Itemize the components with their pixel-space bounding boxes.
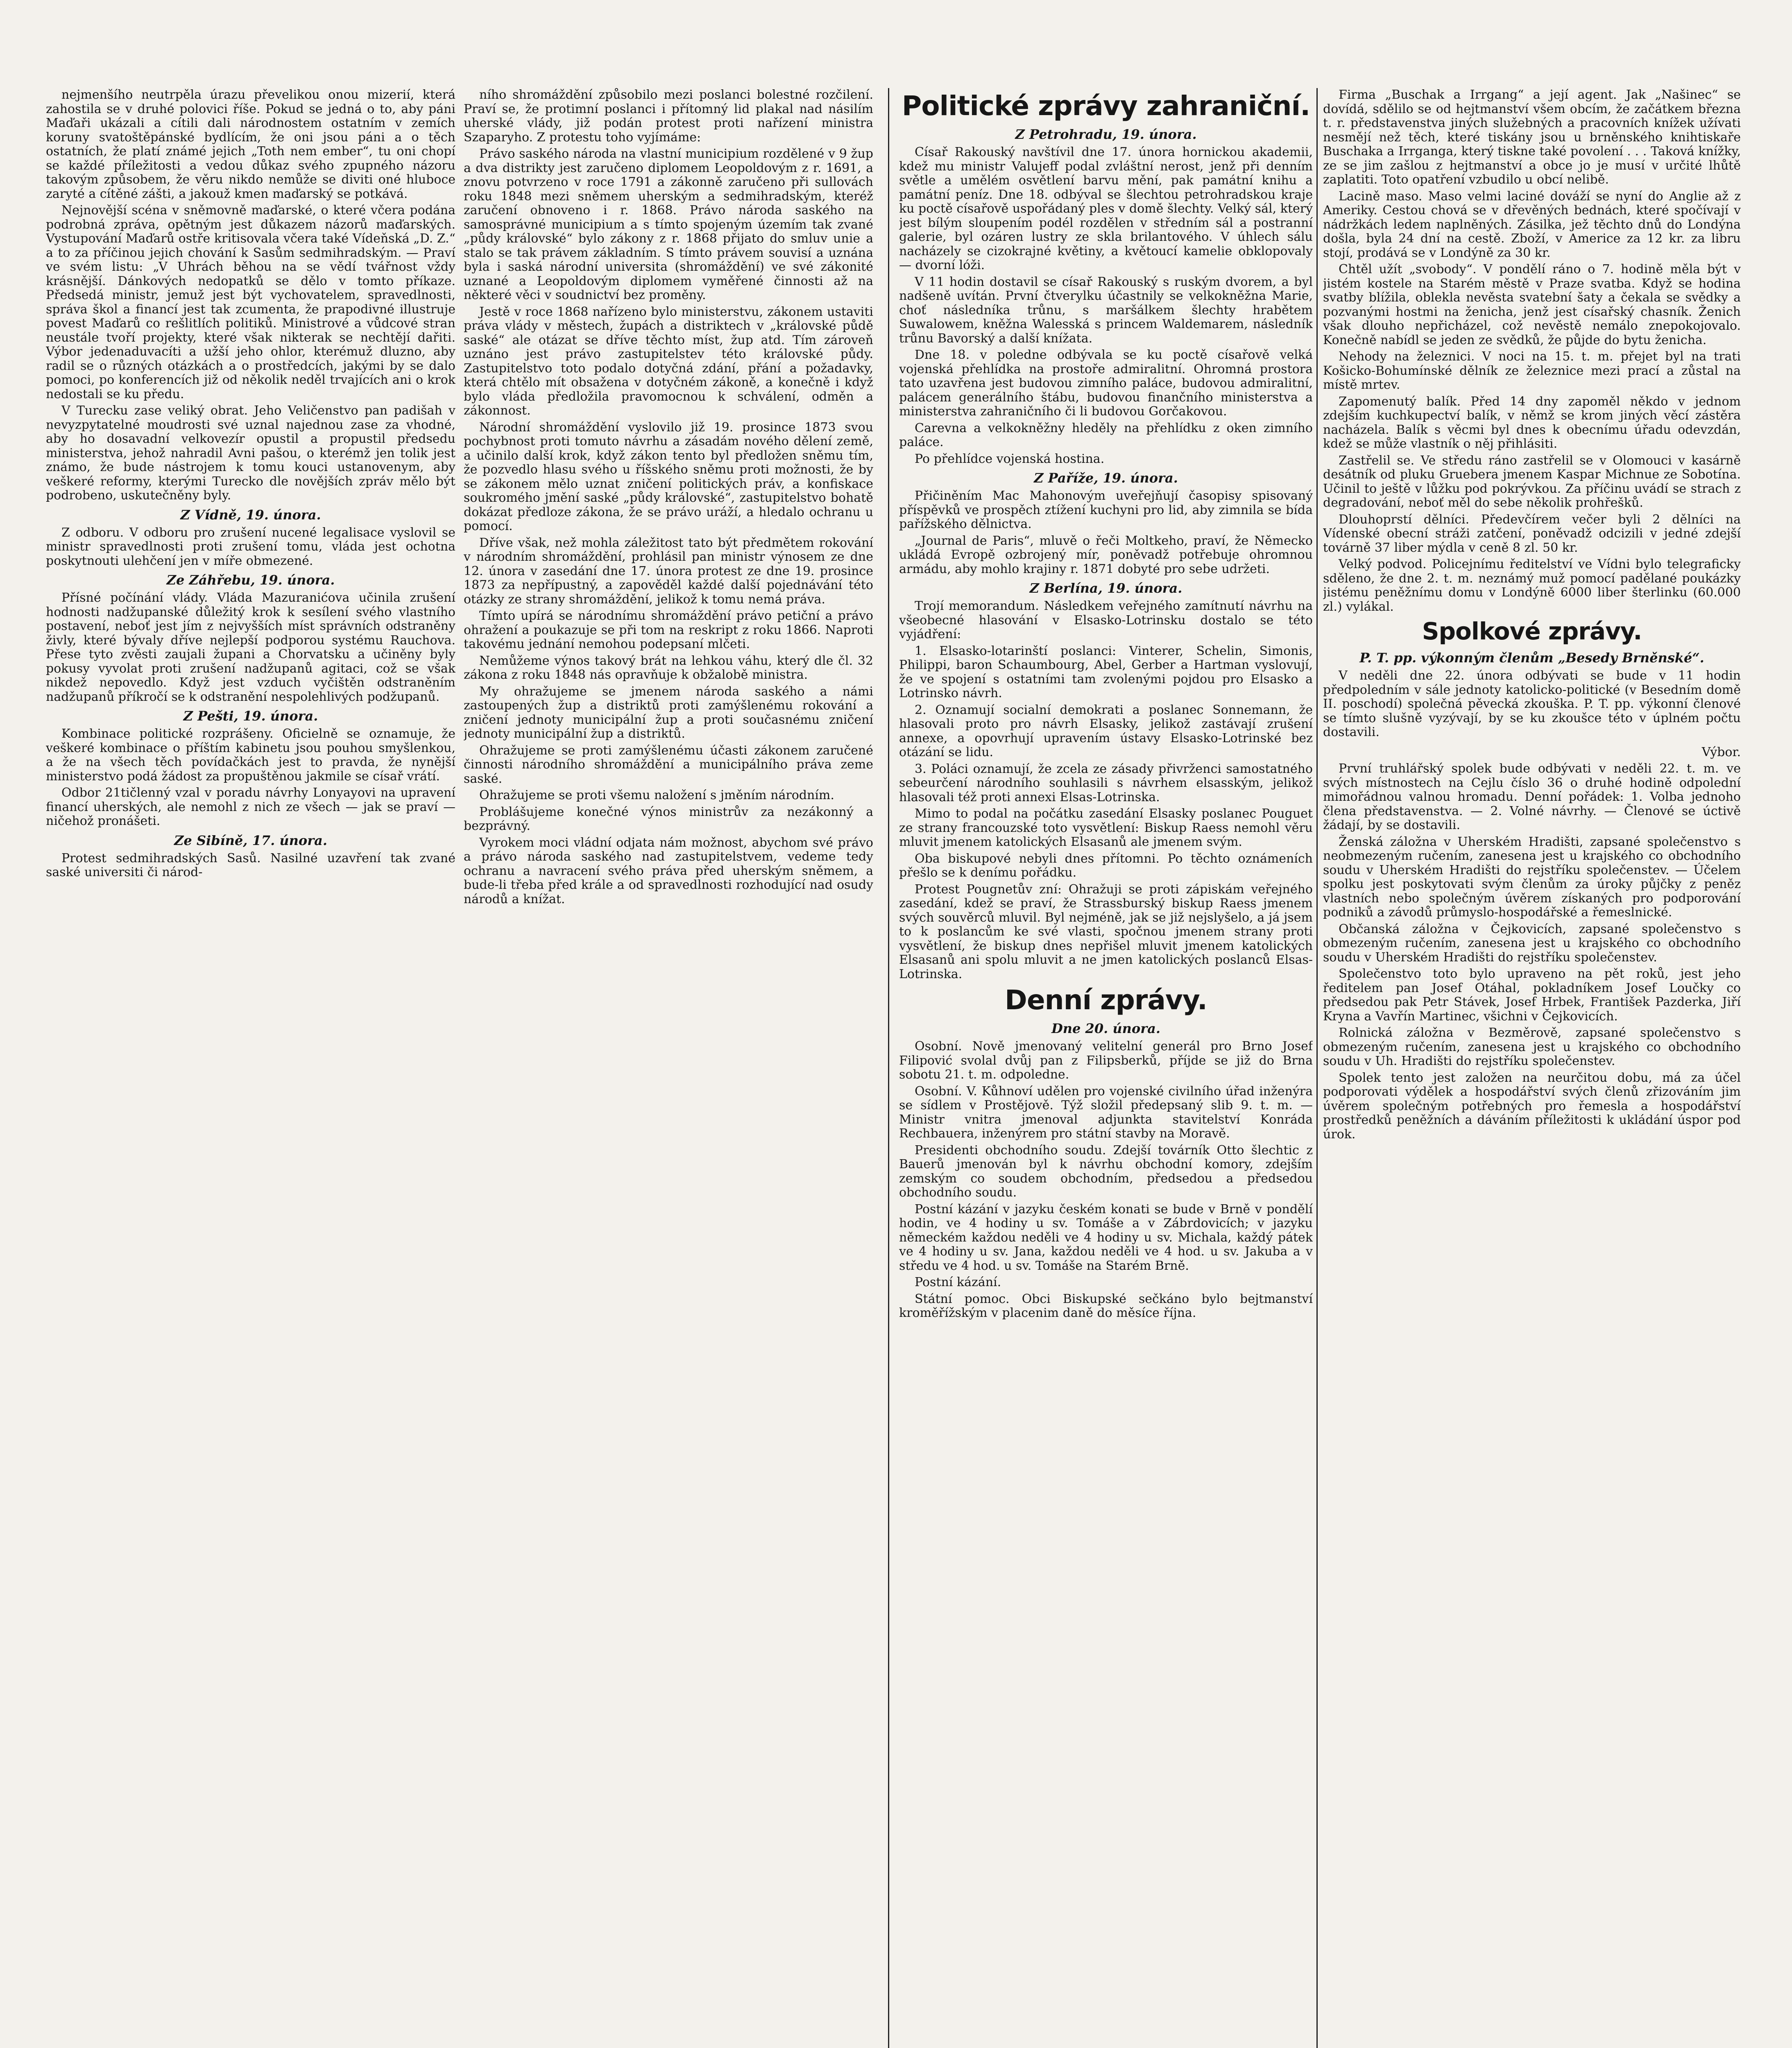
- article-paragraph: Společenstvo toto bylo upraveno na pět roků, jest jeho ředitelem pan Josef Otáhal, pokladníkem Josef Loučky co předsedou pak Petr Stávek, Josef Hrbek, František Pazderka, Jiří Kryna a Vavřín Martinec, všichni v Čejkovicích.: [1323, 967, 1741, 1024]
- dateline: Z Paříže, 19. února.: [1034, 470, 1178, 486]
- article-paragraph: V neděli dne 22. února odbývati se bude v 11 hodin předpoledním v sále jednoty katolicko-politické (v Besedním domě II. poschodí) společná pěvecká zkouška. P. T. pp. výkonní členové se tímto slušně vyzývají, by se ku zkoušce této v úplném počtu dostavili.: [1323, 668, 1741, 739]
- section-heading: Denní zprávy.: [1005, 984, 1207, 1016]
- dateline: P. T. pp. výkonným členům „Besedy Brněnské“.: [1359, 650, 1704, 666]
- column-divider: [888, 88, 889, 2048]
- article-paragraph: Oba biskupové nebyli dnes přítomni. Po těchto oznámeních přešlo se k denímu pořádku.: [899, 851, 1313, 880]
- article-paragraph: Jestě v roce 1868 nařízeno bylo ministerstvu, zákonem ustaviti práva vlády v městech, župách a distriktech v „královské půdě saské“ ale otázat se dříve těchto míst, žup atd. Tím zároveň uznáno jest právo zastupitelstev této královské půdy. Zastupitelstvo toto podalo dotyčná zdání, přání a požadavky, která chtělo mít obsažena v dotyčném zákoně, a konečně i když bylo vláda předložila pravomocnou k schválení, odměn a zákonnost.: [464, 304, 873, 418]
- article-paragraph: Zapomenutý balík. Před 14 dny zapoměl někdo v jednom zdejším kuchkupectví balík, v němž se krom jiných věcí zástěra nacházela. Balík s věcmi byl dnes k obecnímu úřadu odevzdán, kdež se může vlastník o něj přihlásiti.: [1323, 394, 1741, 451]
- article-paragraph: Firma „Buschak a Irrgang“ a její agent. Jak „Našinec“ se dovídá, sdělilo se od hejtmanství všem obcím, že začátkem března t. r. představenstva jiných služebných a pracovních knížek užívati nesmějí než těch, které tiskány jsou u brněnského knihtiskaře Buschaka a Irrganga, který tiskne také povolení . . . Taková knížky, ze se jim zašlou z hejtmanství a obce jo je musí v určité lhůtě zaplatiti. Toto opatření vzbudilo u obcí nelibě.: [1323, 88, 1741, 187]
- article-paragraph: Chtěl užít „svobody“. V pondělí ráno o 7. hodině měla být v jistém kostele na Starém městě v Praze svatba. Když se hodina svatby blížila, oblekla nevěsta svatební šaty a čekala se svědky a pozvanými hostmi na ženicha, jenž jest císařský chasník. Ženich však dlouho nepřicházel, což nevěstě nemálo znepokojovalo. Konečně nabídl se jeden ze svědků, že půjde do bytu ženicha.: [1323, 262, 1741, 347]
- article-paragraph: 3. Poláci oznamují, že zcela ze zásady přivrženci samostatného sebeurčení národního souhlasili s návrhem elsasským, jelikož hlasovali též proti annexi Elsas-Lotrinska.: [899, 761, 1313, 804]
- column-divider: [1316, 88, 1318, 2048]
- article-paragraph: ního shromáždění způsobilo mezi poslanci bolestné rozčilení. Praví se, že protimní poslanci i přítomný lid plakal nad násilím uherské vlády, již podán protest proti nařízení ministra Szaparyho. Z protestu toho vyjímáme:: [464, 88, 873, 145]
- dateline: Dne 20. února.: [1051, 1021, 1160, 1036]
- article-paragraph: „Journal de Paris“, mluvě o řeči Moltkeho, praví, že Německo ukládá Evropě ozbrojený mír, poněvadž potřebuje ohromnou armádu, aby mohlo krajiny r. 1871 dobyté pro sebe udržeti.: [899, 533, 1313, 576]
- article-paragraph: Rolnická záložna v Bezměrově, zapsané společenstvo s obmezeným ručením, zanesena jest u krajského co obchodního soudu v Uh. Hradišti do rejstříku společenstev.: [1323, 1026, 1741, 1068]
- article-paragraph: Odbor 21tičlenný vzal v poradu návrhy Lonyayovi na upravení financí uherských, ale nemohl z nich ze všech — jak se praví — ničehož pronášeti.: [46, 786, 455, 828]
- article-paragraph: Výbor.: [1701, 745, 1741, 759]
- section-heading: Politické zprávy zahraniční.: [902, 90, 1310, 122]
- column-3: [899, 88, 1313, 2048]
- article-paragraph: Občanská záložna v Čejkovicích, zapsané společenstvo s obmezeným ručením, zanesena jest u krajského co obchodního soudu v Uherském Hradišti do rejstříku společenstev.: [1323, 922, 1741, 965]
- dateline: Z Vídně, 19. února.: [180, 507, 321, 523]
- column-1: [46, 88, 455, 2048]
- article-paragraph: My ohražujeme se jmenem národa saského a námi zastoupených žup a distriktů proti zamýšlenému rokování a zničení jednoty municipální žup a proti současnému zničení jednoty municipální žup a distriktů.: [464, 684, 873, 741]
- article-paragraph: nejmenšího neutrpěla úrazu převelikou onou mizerií, která zahostila se v druhé polovici říše. Pokud se jedná o to, aby páni Maďaři ukázali a cítili dali národnostem ostatním v zemích koruny svatoštěpánské bydlícím, že oni jsou páni a o těch ostatních, že platí známé jejich „Toth nem ember“, tu oni chopí se každé příležitosti a vedou důkaz svého zpupného názoru takovým způsobem, že věru nikdo nemůže se diviti oné hluboce zaryté a cítěné zášti, a jakouž kmen maďarský se potkává.: [46, 88, 455, 201]
- dateline: Ze Sibíně, 17. února.: [174, 832, 327, 848]
- article-paragraph: Nejnovější scéna v sněmovně maďarské, o které včera podána podrobná zpráva, opětným jest důkazem názorů maďarských. Vystupování Maďarů ostře kritisovala včera také Vídeňská „D. Z.“ a to za příčinou jejich chování k Sasům sedmihradským. — Praví ve svém listu: „V Uhrách běhou na se vědí tvářnost vždy krásnější. Dánkových nedopatků se dělo v tomto příkaze. Předsedá ministr, jemuž jest být vychovatelem, spravedlnosti, správa škol a financí jest tak zcumenta, že prapodivné illustruje povest Maďarů co rešlitlích politiků. Ministrové a vůdcové stran neustále tvoří projekty, které však nikterak se nechtějí dařiti. Výbor jedenaduvacíti a užší jeho ohlor, kterémuž dluzno, aby radil se o různých otázkách a o prostředcích, jakými by se dalo pomoci, po konferencích již od několik neděl trvajících ani o krok nedostali se ku předu.: [46, 203, 455, 401]
- article-paragraph: Protest sedmihradských Sasů. Nasilné uzavření tak zvané saské universiti či národ-: [46, 851, 455, 879]
- article-paragraph: Dne 18. v poledne odbývala se ku poctě císařově velká vojenská přehlídka na prostoře admiralitní. Ohromná prostora tato uzavřena jest budovou zimního paláce, budovou admiralitní, palácem generálního štábu, budovou finančního ministerstva a ministerstva zahraničního či li budovou Gorčakovou.: [899, 348, 1313, 419]
- article-paragraph: Trojí memorandum. Následkem veřejného zamítnutí návrhu na všeobecné hlasování v Elsasko-Lotrinsku dostalo se této vyjádření:: [899, 599, 1313, 641]
- article-paragraph: Ohražujeme se proti zamýšlenému účasti zákonem zaručené činnosti národního shromáždění a municipálního práva zeme saské.: [464, 743, 873, 786]
- article-paragraph: Postní kázání v jazyku českém konati se bude v Brně v pondělí hodin, ve 4 hodiny u sv. Tomáše a v Zábrdovicích; v jazyku německém každou neděli ve 4 hodiny u sv. Michala, každý pátek ve 4 hodiny u sv. Jana, každou neděli ve 4 hod. u sv. Jakuba a v středu ve 4 hod. u sv. Tomáše na Starém Brně.: [899, 1202, 1313, 1273]
- article-paragraph: 1. Elsasko-lotarinští poslanci: Vinterer, Schelin, Simonis, Philippi, baron Schaumbourg, Abel, Gerber a Hartman vyslovují, že ve spojení s ostatními tam zvolenými pojdou pro Elsasko a Lotrinsko návrh.: [899, 643, 1313, 700]
- article-paragraph: Zastřelil se. Ve středu ráno zastřelil se v Olomouci v kasárně desátník od pluku Gruebera jmenem Kaspar Michnue ze Sobotína. Učinil to ještě v lůžku pod pokrývkou. Za příčinu uvádí se strach z degradování, neboť měl do sebe několik prohřešků.: [1323, 453, 1741, 510]
- article-paragraph: Spolek tento jest založen na neurčitou dobu, má za účel podporovati výdělek a hospodářství svých členů zřizováním jim úvěrem společným potřebných pro řemesla a hospodářství prostředků peněžních a dáváním příležitosti k ukládání úspor pod úrok.: [1323, 1070, 1741, 1142]
- article-paragraph: Kombinace politické rozprášeny. Oficielně se oznamuje, že veškeré kombinace o příštím kabinetu jsou pouhou smyšlenkou, a že na všech těch povídačkách jest to pravda, že nynější ministerstvo podá žádost za propuštěnou jakmile se císař vrátí.: [46, 727, 455, 784]
- article-paragraph: Postní kázání.: [915, 1275, 1001, 1289]
- article-paragraph: Velký podvod. Policejnímu ředitelství ve Vídni bylo telegraficky sděleno, že dne 2. t. m. neznámý muž pomocí padělané poukázky jistému peněžnímu domu v Londýně 6000 liber šterlinku (60.000 zl.) vylákal.: [1323, 557, 1741, 614]
- dateline: Z Petrohradu, 19. února.: [1015, 127, 1197, 142]
- article-paragraph: Císař Rakouský navštívil dne 17. února hornickou akademii, kdež mu ministr Valujeff podal zvláštní nerost, jenž při denním světle a umělém osvětlení barvu mění, pak památní knihu a památní peníz. Dne 18. odbýval se šlechtou petrohradskou kraje ku poctě císařově uspořádaný ples v domě šlechty. Velký sál, který jest bílým sloupením podél rozdělen v středním sál a postranní galerie, byl ozáren lustry ze skla brilantového. V úhlech sálu nacházely se cizokrajné květiny, a květoucí kamelie obklopovaly — dvorní lóži.: [899, 145, 1313, 272]
- article-paragraph: Po přehlídce vojenská hostina.: [915, 451, 1105, 466]
- article-paragraph: 2. Oznamují socialní demokrati a poslanec Sonnemann, že hlasovali proto pro návrh Elsasky, jelikož zastávají zrušení annexe, a opovrhují upravením ústavy Elsasko-Lotrinské bez otázání se lidu.: [899, 702, 1313, 759]
- article-paragraph: Protest Pougnetův zní: Ohražuji se proti zápiskám veřejného zasedání, kdež se praví, že Strassburský biskup Raess jmenem svých souvěrců mluvil. Byl nejméně, jak se již nejslyšelo, a já jsem to k poslancům ke své vlasti, spočnou jmenem strany proti vysvětlení, že biskup dnes nepřišel mluvit jmenem katolických Elsasanů ani spolu mluvit a ne jmen katolických poslanců Elsas-Lotrinska.: [899, 882, 1313, 981]
- dateline: Z Berlína, 19. února.: [1029, 580, 1183, 596]
- article-paragraph: Ženská záložna v Uherském Hradišti, zapsané společenstvo s neobmezeným ručením, zanesena jest u krajského co obchodního soudu v Uherském Hradišti do rejstříku společenstev. — Účelem spolku jest poskytovati svým členům za úroky půjčky z peněz vlastních nebo společným úvěrem získaných pro podporování podniků a závodů průmyslo-hospodářské a řemeslnické.: [1323, 834, 1741, 920]
- section-heading: Spolkové zprávy.: [1422, 617, 1642, 645]
- article-paragraph: Osobní. Nově jmenovaný velitelní generál pro Brno Josef Filipović svolal dvůj pan z Filipsberků, příjde se již do Brna sobotu 21. t. m. odpoledne.: [899, 1039, 1313, 1082]
- dateline: Z Pešti, 19. února.: [183, 708, 318, 724]
- article-paragraph: Dříve však, než mohla záležitost tato být předmětem rokování v národním shromáždění, prohlásil pan ministr výnosem ze dne 12. února v zasedání dne 17. února protest ze dne 19. prosince 1873 za nepřípustný, a zapověděl každé další pojednávání této otázky ze strany shromáždění, jelikož k tomu nemá práva.: [464, 535, 873, 607]
- article-paragraph: Vyrokem moci vládní odjata nám možnost, abychom své právo a právo národa saského nad zastupitelstvem, vedeme tedy ochranu a navracení svého práva před uherským sněmem, a bude-li třeba před krále a od spravedlnosti rozhodující nad osudy národů a knížat.: [464, 835, 873, 906]
- article-paragraph: Lacině maso. Maso velmi laciné dováží se nyní do Anglie až z Ameriky. Cestou chová se v dřevěných bednách, které spočívají v nádržkách ledem naplněných. Zásilka, jež těchto dnů do Londýna došla, byla 24 dní na cestě. Zboží, v Americe za 12 kr. za libru stojí, prodává se v Londýně za 30 kr.: [1323, 189, 1741, 260]
- article-paragraph: Státní pomoc. Obci Biskupské sečkáno bylo bejtmanství kroměřížským v placenim daně do měsíce října.: [899, 1291, 1313, 1320]
- article-paragraph: První truhlářský spolek bude odbývati v neděli 22. t. m. ve svých místnostech na Cejlu číslo 36 o druhé hodině odpolední mimořádnou valnou hromadu. Denní pořádek: 1. Volba jednoho člena představenstva. — 2. Volné návrhy. — Členové se úctivě žádají, by se dostavili.: [1323, 761, 1741, 832]
- column-4: [1323, 88, 1741, 2048]
- article-paragraph: Přísné počínání vlády. Vláda Mazuranićova učinila zrušení hodnosti nadžupanské důležitý krok k sesílení svého vlastního postavení, neboť jest jím z nejvyšších míst správních odstraněny živly, které bývaly dříve nejlepší podporou systému Rauchova. Přese tyto zvěsti zaujali župani a Chorvatsku a učiněny byly pokusy vyvolat proti zrušení nadžupanů agitaci, což se však nikdež nepovedlo. Když jest vzduch vyčištěn odstraněním nadžupanů příkročí se k odstranění nespolehlivých podžupanů.: [46, 591, 455, 704]
- article-paragraph: Národní shromáždění vyslovilo již 19. prosince 1873 svou pochybnost proti tomuto návrhu a zásadám nového dělení země, a učinilo další krok, když zákon tento byl předložen sněmu tím, že pozvedlo hlasu svého u říšského sněmu proti možnosti, že by se zákonem mělo uznat zničení politických práv, a konfiskace soukromého jmění saské „půdy královské“, zastupitelstvo bohatě dokázat předloze zákona, že se právo uráží, a hledalo ochranu u pomocí.: [464, 420, 873, 533]
- article-paragraph: Carevna a velkokněžny hleděly na přehlídku z oken zimního paláce.: [899, 421, 1313, 449]
- article-paragraph: Presidenti obchodního soudu. Zdejší továrník Otto šlechtic z Bauerů jmenován byl k návrhu obchodní komory, zdejším zemským co soudem obchodním, předsedou a předsedou obchodního soudu.: [899, 1143, 1313, 1200]
- article-paragraph: Právo saského národa na vlastní municipium rozdělené v 9 žup a dva distrikty jest zaručeno diplomem Leopoldovým z r. 1691, a znovu potvrzeno v roce 1791 a zákonně zaručeno při sullovách roku 1848 mezi sněmem uherským a sedmihradským, kteréž zaručení obnoveno i r. 1868. Právo národa saského na samosprávné municipium a s tímto spojeným územím tak zvané „půdy královské“ bylo zákony z r. 1868 přijato do smluv unie a stalo se tak právem základním. S tímto právem souvisí a uznána byla i saská národní universita (shromáždění) ve své zákonité uznané a Leopoldovým diplomem vyměřené činnosti až na některé věci v soudnictví bez proměny.: [464, 147, 873, 302]
- article-paragraph: Tímto upírá se národnímu shromáždění právo petiční a právo ohražení a poukazuje se při tom na reskript z roku 1866. Naproti takovému jednání nemohou podepsaní mlčeti.: [464, 609, 873, 651]
- article-paragraph: V 11 hodin dostavil se císař Rakouský s ruským dvorem, a byl nadšeně uvítán. První čtverylku účastnily se velkokněžna Marie, choť následníka trůnu, s maršálkem šlechty hrabětem Suwalowem, kněžna Walesská s princem Waldemarem, následník trůnu Bavorský a další knížata.: [899, 274, 1313, 346]
- article-paragraph: V Turecku zase veliký obrat. Jeho Veličenstvo pan padišah v nevyzpytatelné moudrosti své uznal najednou zase za vhodné, aby ho dosavadní velkovezír opustil a propustil předsedu ministerstva, jehož nahradil Avni pašou, o kterémž jen tolik jest známo, že bude nástrojem k tomu kouci ustanovenym, aby veškeré reformy, kterými Turecko dle novějších zpráv mělo být podrobeno, uskutečněny byly.: [46, 403, 455, 503]
- column-2: [464, 88, 873, 2048]
- article-paragraph: Přičiněním Mac Mahonovým uveřejňují časopisy spisovaný příspěvků ve prospěch ztížení kuchyni pro lid, aby zimnila se bída pařížského dělnictva.: [899, 489, 1313, 531]
- article-paragraph: Mimo to podal na počátku zasedání Elsasky poslanec Pouguet ze strany francouzské toto vysvětlení: Biskup Raess nemohl věru mluvit jmenem katolických Elsasanů ale jmenem svým.: [899, 807, 1313, 849]
- article-paragraph: Problášujeme konečné výnos ministrův za nezákonný a bezprávný.: [464, 804, 873, 833]
- dateline: Ze Záhřebu, 19. února.: [166, 572, 335, 588]
- article-paragraph: Nemůžeme výnos takový brát na lehkou váhu, který dle čl. 32 zákona z roku 1848 nás opravňuje k obžalobě ministra.: [464, 653, 873, 682]
- article-paragraph: Ohražujeme se proti všemu naložení s jměním národním.: [479, 788, 834, 802]
- article-paragraph: Z odboru. V odboru pro zrušení nucené legalisace vyslovil se ministr spravedlnosti proti zrušení tomu, vláda jest ochotna poskytnouti ulehčení jen v míře obmezené.: [46, 525, 455, 568]
- article-paragraph: Osobní. V. Kůhnoví udělen pro vojenské civilního úřad inženýra se sídlem v Prostějově. Týž složil předepsaný slib 9. t. m. — Ministr vnitra jmenoval adjunkta stavitelství Konráda Rechbauera, inženýrem pro státní stavby na Moravě.: [899, 1084, 1313, 1141]
- article-paragraph: Dlouhoprstí dělníci. Předevčírem večer byli 2 dělníci na Vídenské obecní stráži zatčení, poněvadž odcizili v jedné zdejší továrně 37 liber mýdla v ceně 8 zl. 50 kr.: [1323, 512, 1741, 555]
- article-paragraph: Nehody na železnici. V noci na 15. t. m. přejet byl na trati Košicko-Bohumínské dělník ze železnice mezi prací a zůstal na místě mrtev.: [1323, 349, 1741, 392]
